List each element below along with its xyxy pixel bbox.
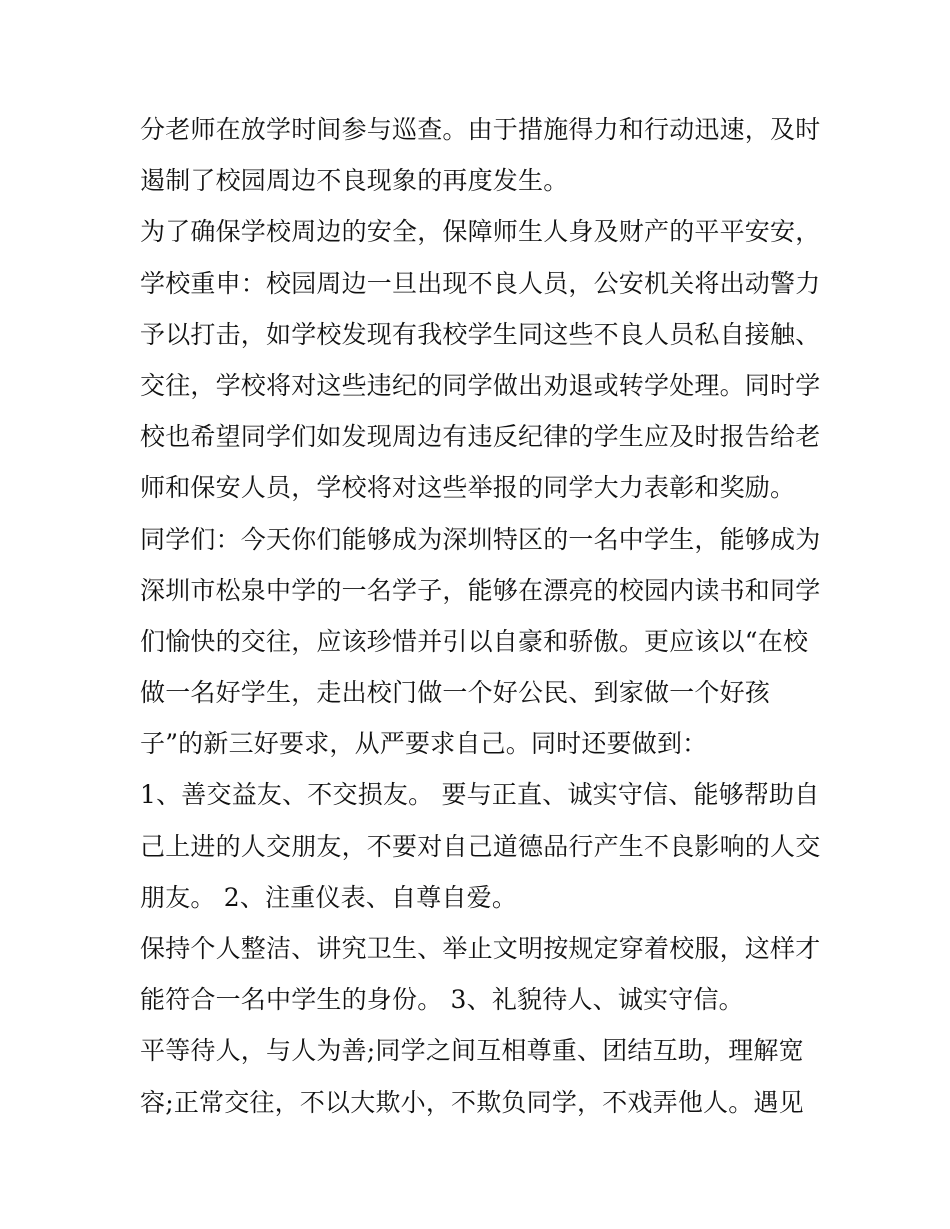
document-body — [140, 104, 830, 1128]
text-line: 做一名好学生，走出校门做一个好公民、到家做一个好孩 — [140, 678, 771, 708]
text-line: 1、善交益友、不交损友。 要与正直、诚实守信、能够帮助自 — [140, 780, 820, 810]
text-line: 保持个人整洁、讲究卫生、举止文明按规定穿着校服，这样才 — [140, 934, 821, 963]
text-line: 分老师在放学时间参与巡查。由于措施得力和行动迅速，及时 — [140, 115, 821, 144]
text-line: 予以打击，如学校发现有我校学生同这些不良人员私自接触、 — [140, 319, 821, 349]
text-line: 能符合一名中学生的身份。 3、礼貌待人、诚实守信。 — [140, 985, 744, 1015]
text-line: 为了确保学校周边的安全，保障师生人身及财产的平平安安， — [140, 217, 821, 247]
text-line: 校也希望同学们如发现周边有违反纪律的学生应及时报告给老 — [140, 422, 821, 452]
text-line: 师和保安人员，学校将对这些举报的同学大力表彰和奖励。 — [140, 473, 796, 503]
text-line: 遏制了校园周边不良现象的再度发生。 — [140, 166, 569, 196]
text-line: 深圳市松泉中学的一名学子，能够在漂亮的校园内读书和同学 — [140, 575, 821, 605]
text-line: 容;正常交往，不以大欺小，不欺负同学，不戏弄他人。遇见 — [140, 1087, 804, 1117]
text-line: 们愉快的交往，应该珍惜并引以自豪和骄傲。更应该以“在校 — [140, 626, 809, 656]
text-line: 己上进的人交朋友，不要对自己道德品行产生不良影响的人交 — [140, 831, 821, 861]
text-line: 交往，学校将对这些违纪的同学做出劝退或转学处理。同时学 — [140, 370, 821, 400]
text-line: 朋友。 2、注重仪表、自尊自爱。 — [140, 882, 518, 912]
text-line: 子”的新三好要求，从严要求自己。同时还要做到： — [140, 729, 708, 759]
text-line: 平等待人，与人为善;同学之间互相尊重、团结互助，理解宽 — [140, 1036, 804, 1066]
text-line: 同学们：今天你们能够成为深圳特区的一名中学生，能够成为 — [140, 524, 821, 554]
text-line: 学校重申：校园周边一旦出现不良人员，公安机关将出动警力 — [140, 268, 821, 298]
